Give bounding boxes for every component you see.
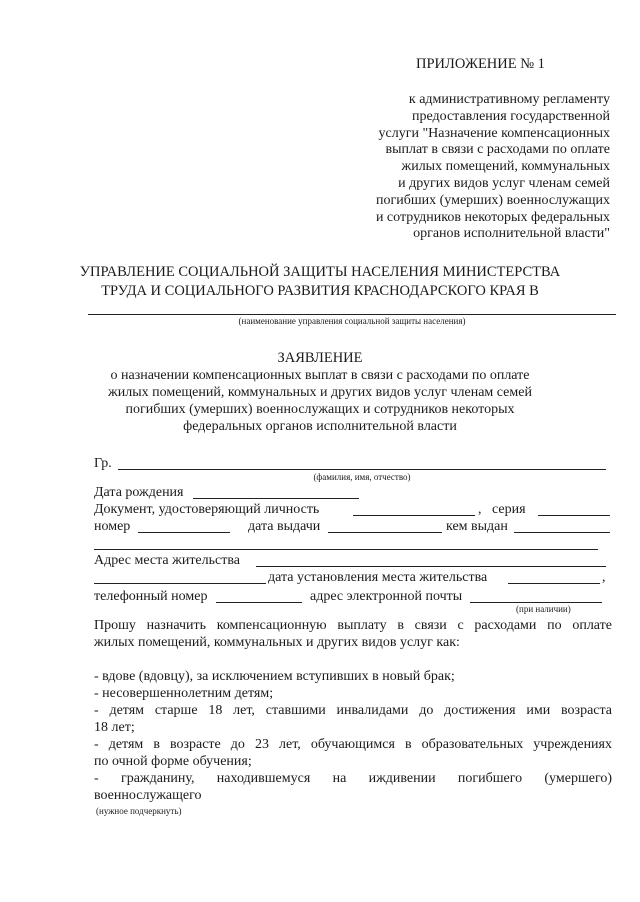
option-disabled-children[interactable]: - детям старше 18 лет, ставшими инвалидами до достижения ими возраста [94,703,612,718]
comma: , [478,502,482,517]
option-dependent-cont[interactable]: военнослужащего [94,788,202,803]
number-label: номер [94,519,131,534]
appendix-number: ПРИЛОЖЕНИЕ № 1 [416,56,545,72]
email-label: адрес электронной почты [310,589,463,604]
document-title: ЗАЯВЛЕНИЕ [277,350,363,366]
address-continuation-field[interactable] [94,583,266,584]
address-label: Адрес места жительства [94,553,240,568]
address-field[interactable] [256,566,606,567]
regulation-line: предоставления государственной [411,108,610,124]
subtitle-line: о назначении компенсационных выплат в связи с расходами по оплате [110,368,530,383]
option-students-cont[interactable]: по очной форме обучения; [94,754,252,769]
citizen-caption: (фамилия, имя, отчество) [313,472,411,482]
subtitle-line: федеральных органов исполнительной власти [183,419,457,434]
id-document-field[interactable] [353,515,475,516]
authority-caption: (наименование управления социальной защиты населения) [238,316,466,326]
birth-date-label: Дата рождения [94,485,184,500]
regulation-line: и других видов услуг членам семей [398,175,610,191]
email-field[interactable] [470,602,602,603]
id-document-label: Документ, удостоверяющий личность [94,502,320,517]
regulation-line: выплат в связи с расходами по оплате [385,142,610,158]
subtitle-line: жилых помещений, коммунальных и других видов услуг членам семей [108,385,532,400]
option-dependent[interactable]: - гражданину, находившемуся на иждивении погибшего (умершего) [94,771,612,786]
issued-by-continuation-field[interactable] [94,549,598,550]
authority-underline[interactable] [88,314,616,315]
regulation-line: жилых помещений, коммунальных [401,159,610,175]
issue-date-field[interactable] [328,532,442,533]
regulation-reference [310,92,610,243]
phone-field[interactable] [216,602,302,603]
regulation-line: погибших (умерших) военнослужащих [375,192,610,208]
series-field[interactable] [538,515,610,516]
subtitle-line: погибших (умерших) военнослужащих и сотрудников некоторых [125,402,515,417]
request-text-line: жилых помещений, коммунальных и других видов услуг как: [94,635,460,650]
citizen-label: Гр. [94,456,112,471]
regulation-line: органов исполнительной власти" [413,226,610,242]
comma: , [602,570,606,585]
issued-by-field[interactable] [514,532,610,533]
option-students[interactable]: - детям в возрасте до 23 лет, обучающимся в образовательных учреждениях [94,737,612,752]
citizen-name-field[interactable] [118,469,606,470]
phone-label: телефонный номер [94,589,208,604]
issued-by-label: кем выдан [446,519,508,534]
birth-date-field[interactable] [193,498,359,499]
option-minor-children[interactable]: - несовершеннолетним детям; [94,686,274,701]
number-field[interactable] [138,532,230,533]
authority-name-line: УПРАВЛЕНИЕ СОЦИАЛЬНОЙ ЗАЩИТЫ НАСЕЛЕНИЯ МИНИСТЕРСТВА [79,264,561,280]
residence-date-field[interactable] [508,583,600,584]
underline-note: (нужное подчеркнуть) [96,806,182,816]
option-widow[interactable]: - вдове (вдовцу), за исключением вступивших в новый брак; [94,669,455,684]
regulation-line: и сотрудников некоторых федеральных [375,209,610,225]
regulation-line: к административному регламенту [408,92,610,107]
request-text-line: Прошу назначить компенсационную выплату в связи с расходами по оплате [94,618,612,633]
residence-date-label: дата установления места жительства [268,570,488,585]
issue-date-label: дата выдачи [248,519,321,534]
email-caption: (при наличии) [516,604,571,614]
regulation-line: услуги "Назначение компенсационных [378,125,610,141]
series-label: серия [492,502,526,517]
authority-name-line: ТРУДА И СОЦИАЛЬНОГО РАЗВИТИЯ КРАСНОДАРСКОГО КРАЯ В [101,283,539,299]
option-disabled-children-cont[interactable]: 18 лет; [94,720,135,735]
